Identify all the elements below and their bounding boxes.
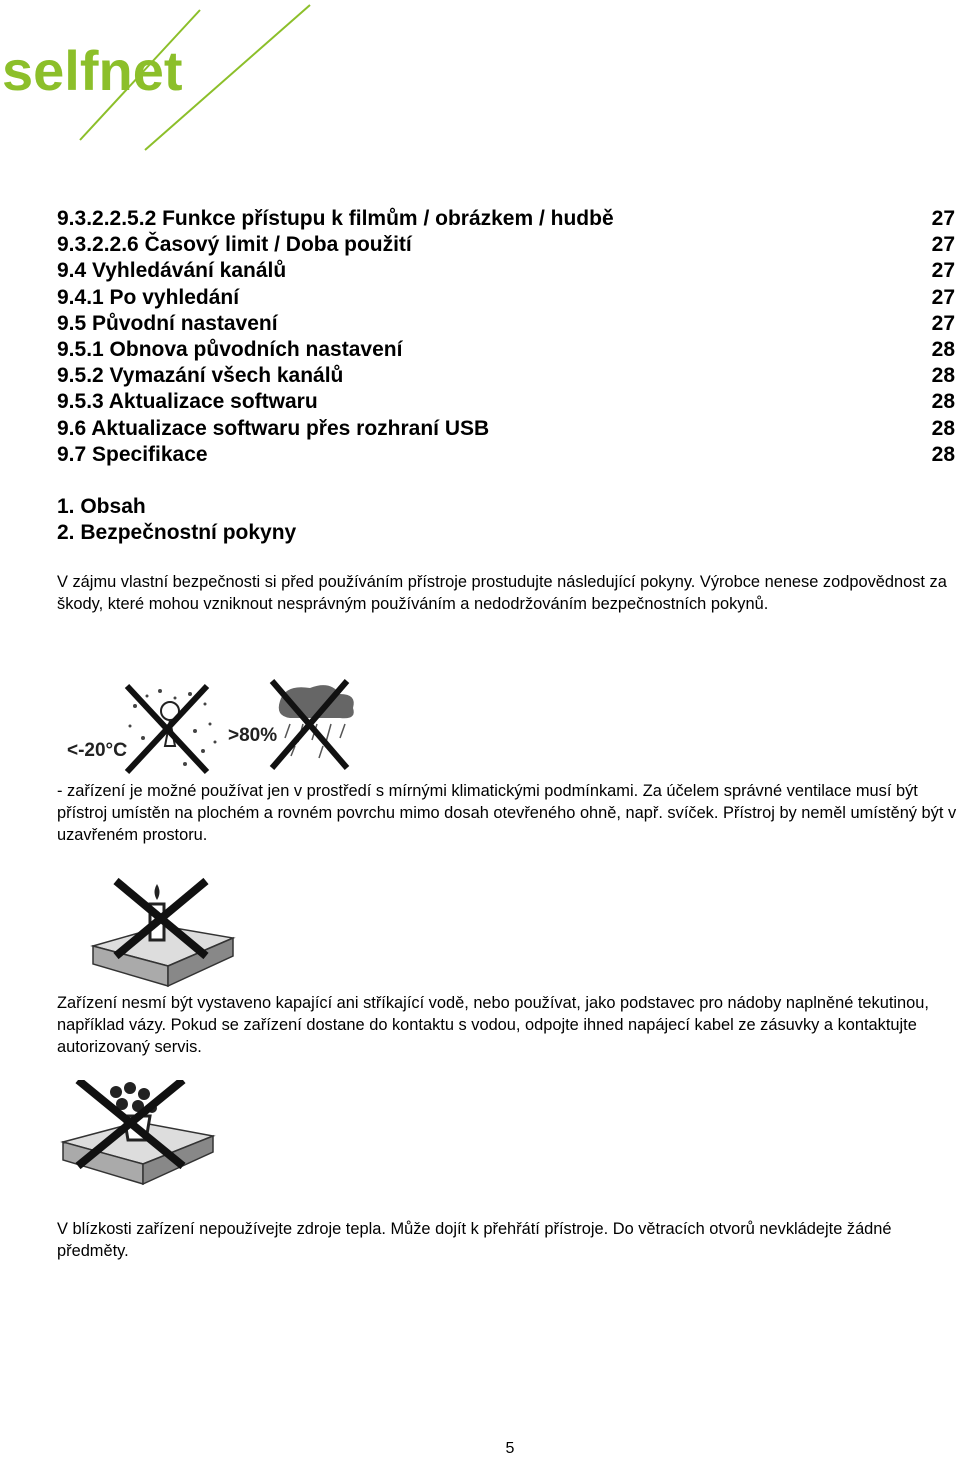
- toc-row[interactable]: 9.3.2.2.6 Časový limit / Doba použití 27: [57, 233, 955, 257]
- svg-text:<-20°C: <-20°C: [67, 740, 127, 761]
- climate-paragraph: - zařízení je možné používat jen v prostředí s mírnými klimatickými podmínkami. Za účelem správné ventilace musí být přístroj umístěn na plochém a rovném povrchu mimo dosah otevřeného ohně, např. svíček. Přístroj by neměl umístěný být v uzavřeném prostoru.: [57, 782, 957, 845]
- no-vase-icon: [58, 1080, 218, 1188]
- no-candle-icon: [88, 876, 238, 991]
- svg-text:>80%: >80%: [228, 725, 278, 746]
- toc-row[interactable]: 9.7 Specifikace 28: [57, 442, 955, 466]
- toc-row[interactable]: 9.5.1 Obnova původních nastavení 28: [57, 337, 955, 361]
- page-number: 5: [505, 1440, 515, 1457]
- toc-row[interactable]: 9.5 Původní nastavení 27: [57, 311, 955, 335]
- selfnet-logo: [0, 0, 320, 160]
- svg-text:selfnet: selfnet: [2, 39, 183, 102]
- toc-row[interactable]: 9.6 Aktualizace softwaru přes rozhraní USB 28: [57, 416, 955, 440]
- section-heading-obsah: 1. Obsah: [57, 495, 146, 518]
- climate-warning-icons: [65, 676, 365, 778]
- heat-paragraph: V blízkosti zařízení nepoužívejte zdroje tepla. Může dojít k přehřátí přístroje. Do větracích otvorů nevkládejte žádné předměty.: [57, 1220, 892, 1261]
- toc-row[interactable]: 9.5.3 Aktualizace softwaru 28: [57, 390, 955, 414]
- intro-paragraph: V zájmu vlastní bezpečnosti si před používáním přístroje prostudujte následující pokyny. Výrobce nenese zodpovědnost za škody, které mohou vzniknout nesprávným používáním a nedodržováním bezpečnostních pokynů.: [57, 573, 947, 614]
- section-heading-safety: 2. Bezpečnostní pokyny: [57, 521, 297, 544]
- toc-row[interactable]: 9.5.2 Vymazání všech kanálů 28: [57, 364, 955, 388]
- toc-row[interactable]: 9.3.2.2.5.2 Funkce přístupu k filmům / obrázkem / hudbě 27: [57, 207, 955, 230]
- toc-row[interactable]: 9.4.1 Po vyhledání 27: [57, 285, 955, 309]
- water-paragraph: Zařízení nesmí být vystaveno kapající ani stříkající vodě, nebo používat, jako podstavec pro nádoby naplněné tekutinou, například vázy. Pokud se zařízení dostane do kontaktu s vodou, odpojte ihned napájecí kabel ze zásuvky a kontaktujte autorizovaný servis.: [57, 994, 929, 1057]
- table-of-contents: [57, 206, 955, 468]
- toc-row[interactable]: 9.4 Vyhledávání kanálů 27: [57, 259, 955, 283]
